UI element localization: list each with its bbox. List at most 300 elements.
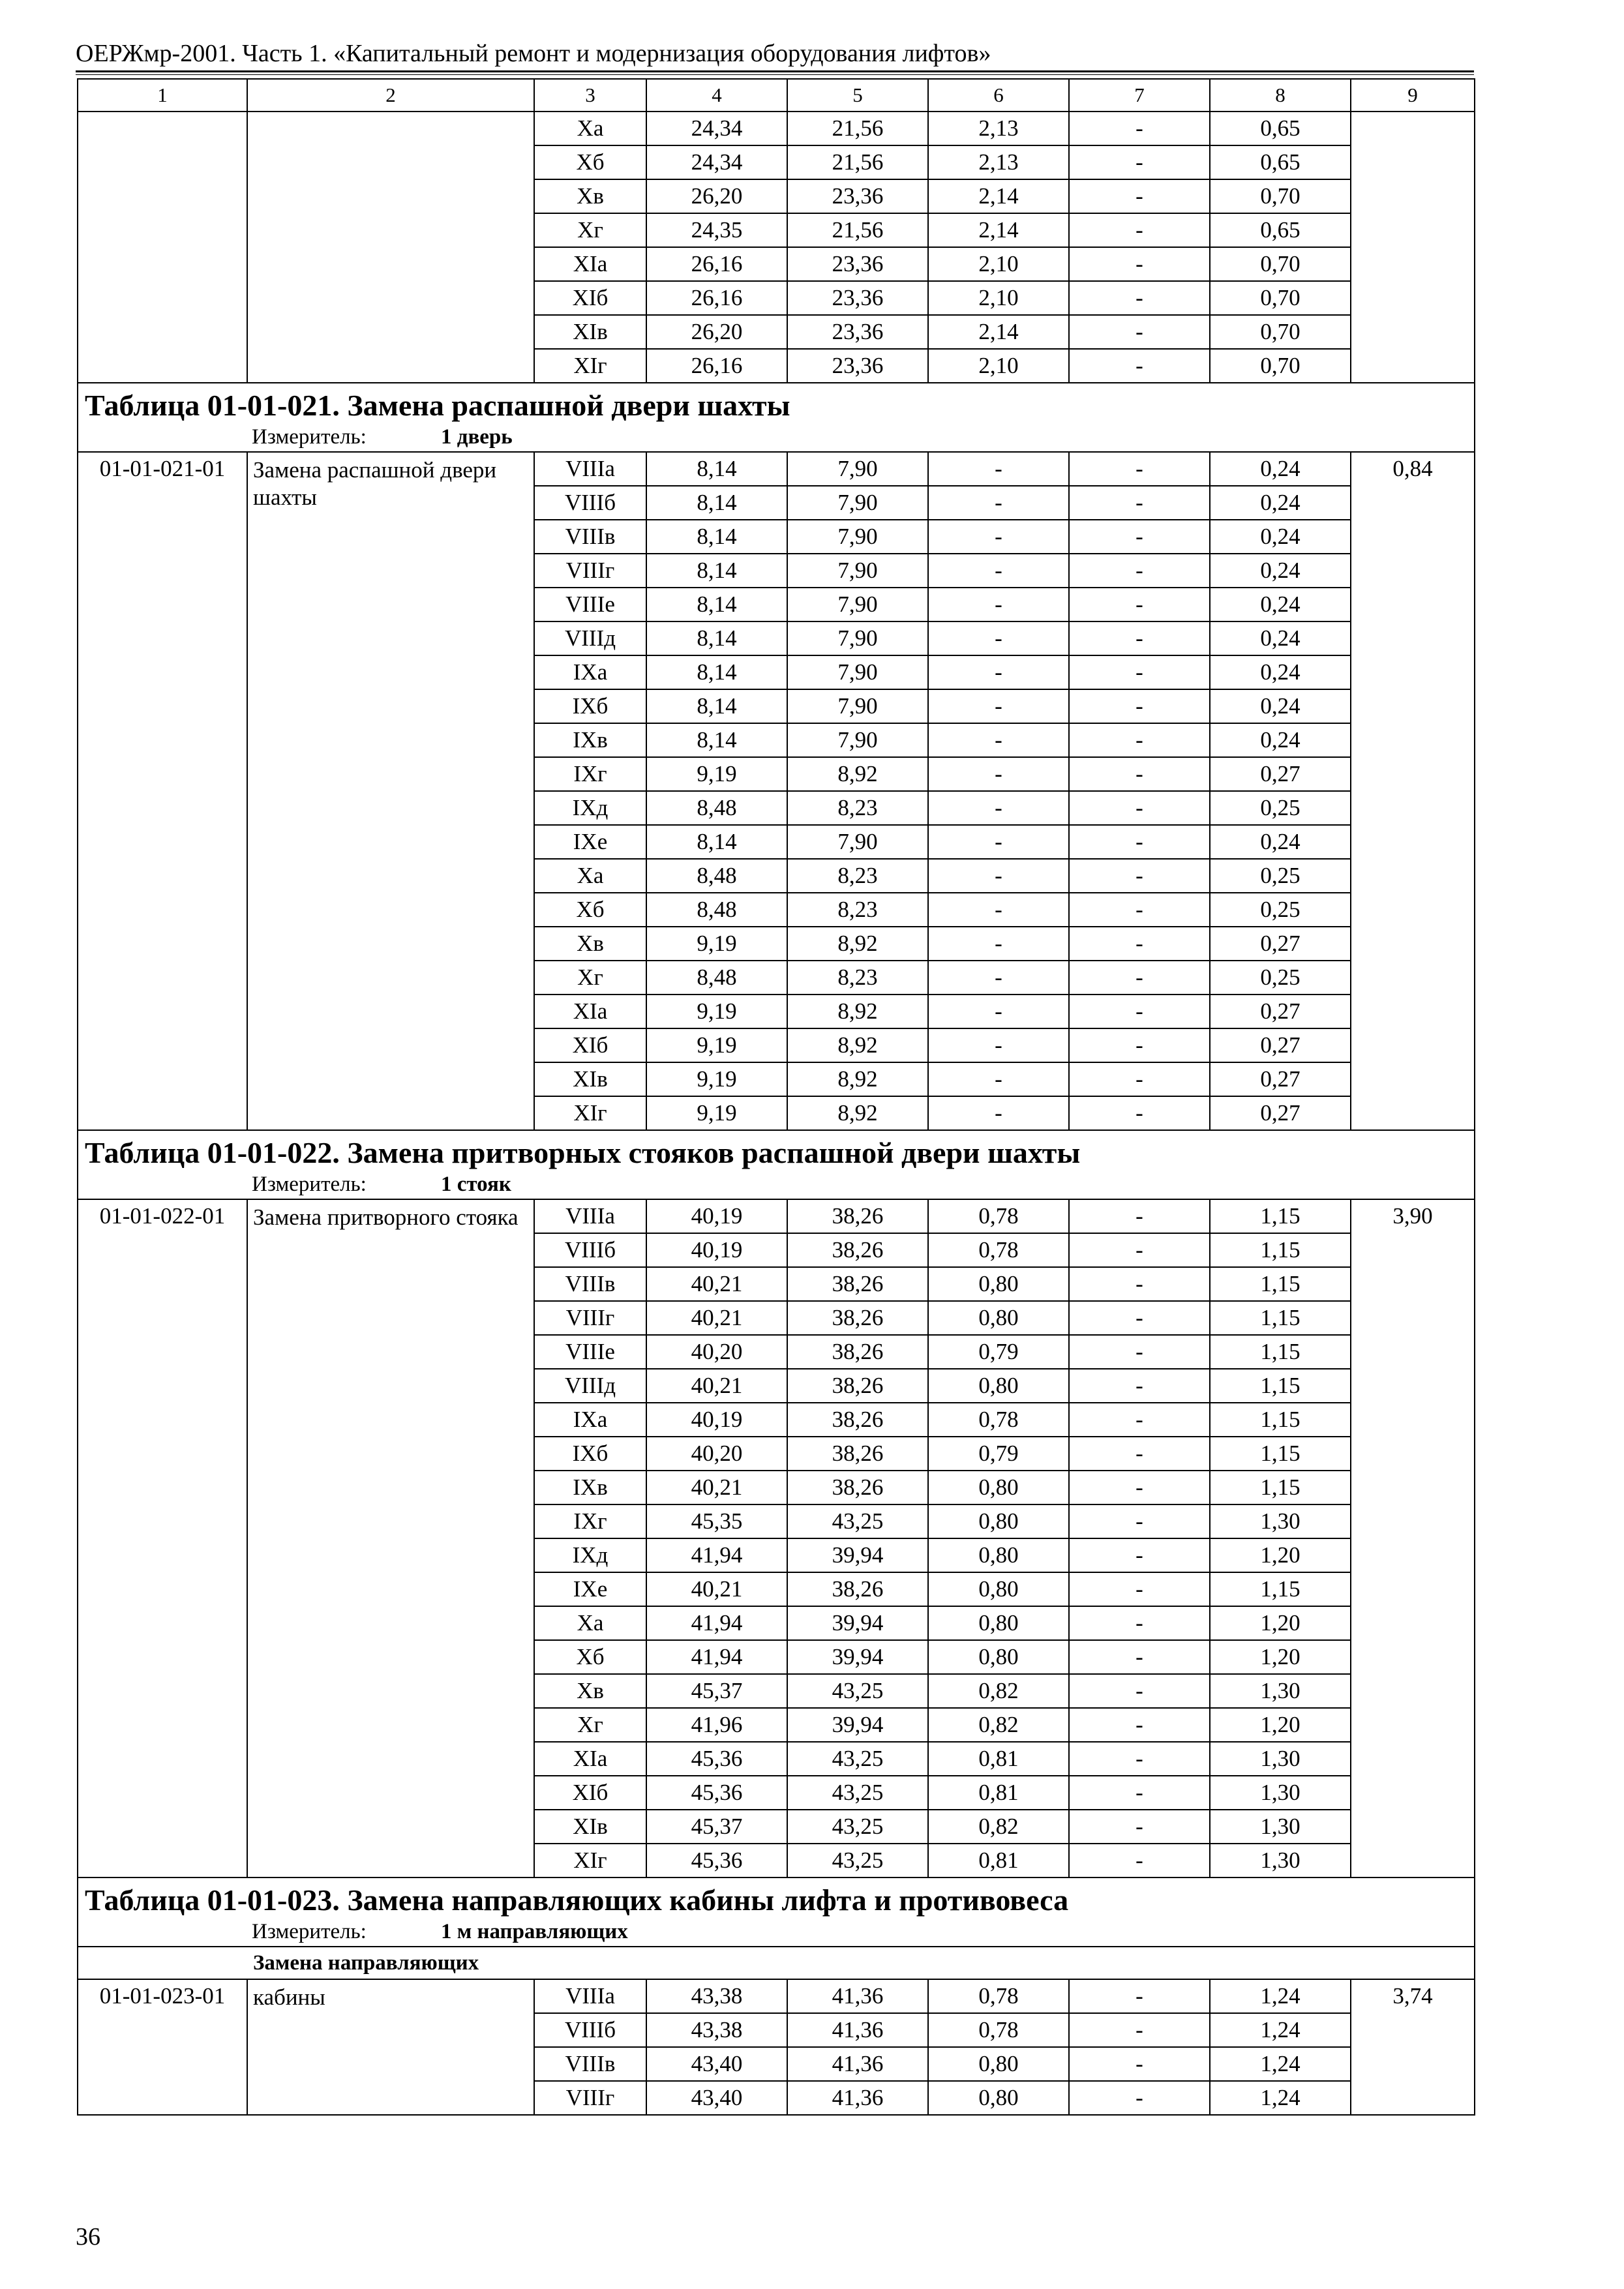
row-class: XIб xyxy=(534,281,646,315)
value-materials: 0,24 xyxy=(1210,452,1351,486)
meter xyxy=(78,424,1475,452)
value-machines: - xyxy=(928,588,1069,621)
value-machinist: - xyxy=(1069,588,1210,621)
row-class: XIa xyxy=(534,1742,646,1776)
row-class: VIIIa xyxy=(534,452,646,486)
value-materials: 1,30 xyxy=(1210,1504,1351,1538)
column-number: 6 xyxy=(928,79,1069,112)
value-materials: 0,27 xyxy=(1210,1028,1351,1062)
value-total: 40,21 xyxy=(646,1267,787,1301)
value-total: 40,21 xyxy=(646,1301,787,1335)
value-materials: 1,20 xyxy=(1210,1640,1351,1674)
subheading-row xyxy=(78,1947,1475,1979)
value-materials: 1,15 xyxy=(1210,1199,1351,1233)
table-title-row xyxy=(78,383,1475,424)
value-wages: 8,23 xyxy=(787,859,928,893)
table-row xyxy=(78,1199,1475,1233)
value-wages: 7,90 xyxy=(787,825,928,859)
row-total-hours: 3,90 xyxy=(1351,1199,1475,1878)
row-class: VIIIг xyxy=(534,2081,646,2115)
value-wages: 43,25 xyxy=(787,1844,928,1878)
value-wages: 39,94 xyxy=(787,1606,928,1640)
value-wages: 41,36 xyxy=(787,2047,928,2081)
value-total: 8,48 xyxy=(646,961,787,995)
value-machines: - xyxy=(928,961,1069,995)
value-wages: 39,94 xyxy=(787,1708,928,1742)
value-machines: 0,79 xyxy=(928,1335,1069,1369)
row-class: XIг xyxy=(534,1844,646,1878)
row-class: Xг xyxy=(534,1708,646,1742)
value-machinist: - xyxy=(1069,1403,1210,1437)
row-class: VIIIa xyxy=(534,1199,646,1233)
row-class: XIв xyxy=(534,1062,646,1096)
value-machines: 2,10 xyxy=(928,247,1069,281)
value-total: 45,37 xyxy=(646,1810,787,1844)
value-materials: 0,70 xyxy=(1210,315,1351,349)
value-machinist: - xyxy=(1069,927,1210,961)
row-class: IXб xyxy=(534,689,646,723)
value-machines: - xyxy=(928,927,1069,961)
value-machinist: - xyxy=(1069,2013,1210,2047)
value-machines: - xyxy=(928,791,1069,825)
value-total: 43,38 xyxy=(646,1979,787,2013)
row-class: IXд xyxy=(534,791,646,825)
value-wages: 38,26 xyxy=(787,1199,928,1233)
value-total: 9,19 xyxy=(646,995,787,1028)
value-machines: 0,82 xyxy=(928,1810,1069,1844)
value-wages: 39,94 xyxy=(787,1640,928,1674)
value-wages: 41,36 xyxy=(787,2081,928,2115)
value-materials: 1,30 xyxy=(1210,1674,1351,1708)
value-materials: 1,24 xyxy=(1210,2047,1351,2081)
value-machines: 0,78 xyxy=(928,1403,1069,1437)
meter-row xyxy=(78,1171,1475,1199)
row-class: IXе xyxy=(534,1572,646,1606)
value-machines: 2,10 xyxy=(928,349,1069,383)
value-machinist: - xyxy=(1069,1504,1210,1538)
value-machinist: - xyxy=(1069,1369,1210,1403)
value-total: 43,40 xyxy=(646,2081,787,2115)
value-materials: 0,24 xyxy=(1210,689,1351,723)
row-class: IXв xyxy=(534,723,646,757)
value-materials: 0,70 xyxy=(1210,349,1351,383)
meter-label: Измеритель: xyxy=(252,1920,367,1943)
value-total: 24,34 xyxy=(646,112,787,145)
row-class: Xг xyxy=(534,961,646,995)
row-description: Замена распашной двери шахты xyxy=(247,452,534,1130)
value-machinist: - xyxy=(1069,2047,1210,2081)
value-machines: 0,79 xyxy=(928,1437,1069,1471)
value-materials: 1,30 xyxy=(1210,1810,1351,1844)
value-wages: 8,23 xyxy=(787,791,928,825)
value-materials: 0,65 xyxy=(1210,145,1351,179)
value-machinist: - xyxy=(1069,1979,1210,2013)
value-total: 9,19 xyxy=(646,1028,787,1062)
value-machinist: - xyxy=(1069,961,1210,995)
value-total: 8,14 xyxy=(646,588,787,621)
row-class: VIIIг xyxy=(534,1301,646,1335)
row-class: VIIIе xyxy=(534,1335,646,1369)
row-class: VIIIг xyxy=(534,554,646,588)
value-wages: 8,92 xyxy=(787,1096,928,1130)
value-total: 40,21 xyxy=(646,1471,787,1504)
value-materials: 0,24 xyxy=(1210,554,1351,588)
value-machinist: - xyxy=(1069,112,1210,145)
value-wages: 8,92 xyxy=(787,757,928,791)
row-class: VIIIе xyxy=(534,588,646,621)
value-total: 8,14 xyxy=(646,621,787,655)
value-machines: - xyxy=(928,893,1069,927)
row-class: VIIIa xyxy=(534,1979,646,2013)
value-machinist: - xyxy=(1069,1471,1210,1504)
value-materials: 1,15 xyxy=(1210,1403,1351,1437)
value-materials: 1,20 xyxy=(1210,1538,1351,1572)
value-materials: 1,15 xyxy=(1210,1572,1351,1606)
value-machinist: - xyxy=(1069,791,1210,825)
value-machines: 0,82 xyxy=(928,1674,1069,1708)
value-machines: 0,78 xyxy=(928,1979,1069,2013)
value-total: 40,19 xyxy=(646,1199,787,1233)
row-class: IXг xyxy=(534,1504,646,1538)
value-machinist: - xyxy=(1069,247,1210,281)
value-machines: 0,80 xyxy=(928,1572,1069,1606)
row-class: IXе xyxy=(534,825,646,859)
row-class: Xa xyxy=(534,1606,646,1640)
value-total: 8,48 xyxy=(646,791,787,825)
row-class: XIб xyxy=(534,1776,646,1810)
value-machinist: - xyxy=(1069,145,1210,179)
column-number: 3 xyxy=(534,79,646,112)
value-materials: 0,24 xyxy=(1210,588,1351,621)
value-wages: 43,25 xyxy=(787,1742,928,1776)
value-machinist: - xyxy=(1069,1096,1210,1130)
value-total: 9,19 xyxy=(646,1096,787,1130)
value-machinist: - xyxy=(1069,1437,1210,1471)
value-total: 8,14 xyxy=(646,723,787,757)
row-class: VIIIб xyxy=(534,486,646,520)
value-materials: 1,15 xyxy=(1210,1335,1351,1369)
value-materials: 1,20 xyxy=(1210,1606,1351,1640)
value-machinist: - xyxy=(1069,723,1210,757)
value-materials: 1,24 xyxy=(1210,2081,1351,2115)
value-materials: 1,24 xyxy=(1210,2013,1351,2047)
value-total: 8,14 xyxy=(646,452,787,486)
value-machines: 0,80 xyxy=(928,1267,1069,1301)
value-machinist: - xyxy=(1069,349,1210,383)
value-wages: 7,90 xyxy=(787,486,928,520)
value-machinist: - xyxy=(1069,1335,1210,1369)
value-machines: - xyxy=(928,995,1069,1028)
value-machines: - xyxy=(928,520,1069,554)
row-class: XIб xyxy=(534,1028,646,1062)
value-machines: 0,78 xyxy=(928,1199,1069,1233)
value-wages: 21,56 xyxy=(787,213,928,247)
value-materials: 0,27 xyxy=(1210,927,1351,961)
value-machines: 2,14 xyxy=(928,179,1069,213)
meter xyxy=(78,1919,1475,1947)
meter-value: 1 дверь xyxy=(441,425,513,449)
value-machinist: - xyxy=(1069,1606,1210,1640)
value-materials: 0,25 xyxy=(1210,893,1351,927)
value-wages: 39,94 xyxy=(787,1538,928,1572)
value-machinist: - xyxy=(1069,1301,1210,1335)
value-total: 45,36 xyxy=(646,1742,787,1776)
value-materials: 1,30 xyxy=(1210,1742,1351,1776)
value-total: 40,21 xyxy=(646,1572,787,1606)
row-description: Замена притворного стояка xyxy=(247,1199,534,1878)
value-machines: 0,80 xyxy=(928,2047,1069,2081)
table-title: Таблица 01-01-022. Замена притворных стояков распашной двери шахты xyxy=(78,1130,1475,1171)
value-total: 9,19 xyxy=(646,1062,787,1096)
value-total: 26,16 xyxy=(646,247,787,281)
value-wages: 8,23 xyxy=(787,893,928,927)
value-machines: - xyxy=(928,825,1069,859)
value-total: 45,36 xyxy=(646,1844,787,1878)
value-machines: 2,14 xyxy=(928,213,1069,247)
value-materials: 1,15 xyxy=(1210,1369,1351,1403)
value-materials: 0,70 xyxy=(1210,281,1351,315)
row-class: Xa xyxy=(534,112,646,145)
table-title-row xyxy=(78,1878,1475,1919)
value-machinist: - xyxy=(1069,281,1210,315)
value-machines: 2,13 xyxy=(928,145,1069,179)
row-class: Xa xyxy=(534,859,646,893)
value-machines: 0,78 xyxy=(928,2013,1069,2047)
value-machines: - xyxy=(928,554,1069,588)
value-machines: 2,14 xyxy=(928,315,1069,349)
value-total: 8,14 xyxy=(646,554,787,588)
header-rule xyxy=(76,70,1474,72)
row-class: Xб xyxy=(534,1640,646,1674)
value-total: 40,20 xyxy=(646,1335,787,1369)
value-wages: 38,26 xyxy=(787,1437,928,1471)
value-wages: 38,26 xyxy=(787,1403,928,1437)
table-title: Таблица 01-01-023. Замена направляющих кабины лифта и противовеса xyxy=(78,1878,1475,1919)
row-total-empty xyxy=(1351,112,1475,383)
value-machines: 0,80 xyxy=(928,1640,1069,1674)
row-class: XIв xyxy=(534,315,646,349)
column-number: 2 xyxy=(247,79,534,112)
column-number: 9 xyxy=(1351,79,1475,112)
value-wages: 43,25 xyxy=(787,1810,928,1844)
row-class: XIг xyxy=(534,349,646,383)
row-code: 01-01-023-01 xyxy=(78,1979,247,2115)
row-code-empty xyxy=(78,112,247,383)
value-machinist: - xyxy=(1069,1810,1210,1844)
row-code: 01-01-022-01 xyxy=(78,1199,247,1878)
meter-value: 1 стояк xyxy=(441,1173,511,1196)
value-wages: 8,23 xyxy=(787,961,928,995)
value-machines: 0,78 xyxy=(928,1233,1069,1267)
value-total: 43,40 xyxy=(646,2047,787,2081)
value-wages: 43,25 xyxy=(787,1674,928,1708)
value-wages: 7,90 xyxy=(787,723,928,757)
row-class: VIIIд xyxy=(534,621,646,655)
value-wages: 21,56 xyxy=(787,112,928,145)
value-materials: 1,24 xyxy=(1210,1979,1351,2013)
value-machines: 0,81 xyxy=(928,1742,1069,1776)
value-wages: 23,36 xyxy=(787,179,928,213)
value-machinist: - xyxy=(1069,1572,1210,1606)
value-machinist: - xyxy=(1069,1538,1210,1572)
subheading: Замена направляющих xyxy=(78,1947,1475,1979)
value-wages: 8,92 xyxy=(787,1062,928,1096)
value-total: 8,14 xyxy=(646,486,787,520)
row-class: XIв xyxy=(534,1810,646,1844)
value-total: 41,94 xyxy=(646,1606,787,1640)
value-materials: 0,24 xyxy=(1210,520,1351,554)
value-machines: 0,80 xyxy=(928,2081,1069,2115)
meter-value: 1 м направляющих xyxy=(441,1920,628,1943)
value-materials: 1,30 xyxy=(1210,1844,1351,1878)
value-wages: 38,26 xyxy=(787,1471,928,1504)
value-total: 40,20 xyxy=(646,1437,787,1471)
value-machinist: - xyxy=(1069,995,1210,1028)
value-total: 26,16 xyxy=(646,349,787,383)
row-class: IXв xyxy=(534,1471,646,1504)
row-class: XIг xyxy=(534,1096,646,1130)
value-wages: 41,36 xyxy=(787,2013,928,2047)
page-number: 36 xyxy=(76,2223,100,2251)
value-materials: 0,27 xyxy=(1210,995,1351,1028)
table-title: Таблица 01-01-021. Замена распашной двери шахты xyxy=(78,383,1475,424)
row-description-empty xyxy=(247,112,534,383)
value-machines: - xyxy=(928,486,1069,520)
value-machines: 0,81 xyxy=(928,1776,1069,1810)
value-wages: 7,90 xyxy=(787,520,928,554)
value-total: 8,14 xyxy=(646,825,787,859)
value-wages: 23,36 xyxy=(787,247,928,281)
value-machines: 0,80 xyxy=(928,1606,1069,1640)
value-wages: 38,26 xyxy=(787,1369,928,1403)
column-number: 4 xyxy=(646,79,787,112)
value-machinist: - xyxy=(1069,554,1210,588)
value-machinist: - xyxy=(1069,655,1210,689)
value-total: 45,35 xyxy=(646,1504,787,1538)
meter-label: Измеритель: xyxy=(252,425,367,449)
value-wages: 7,90 xyxy=(787,655,928,689)
value-wages: 41,36 xyxy=(787,1979,928,2013)
value-materials: 1,15 xyxy=(1210,1233,1351,1267)
value-materials: 0,24 xyxy=(1210,486,1351,520)
value-machinist: - xyxy=(1069,859,1210,893)
value-total: 8,14 xyxy=(646,655,787,689)
value-machinist: - xyxy=(1069,1267,1210,1301)
column-number: 8 xyxy=(1210,79,1351,112)
value-machinist: - xyxy=(1069,1742,1210,1776)
value-machines: - xyxy=(928,859,1069,893)
value-materials: 0,27 xyxy=(1210,1096,1351,1130)
value-materials: 0,24 xyxy=(1210,621,1351,655)
value-materials: 0,65 xyxy=(1210,112,1351,145)
table-title-row xyxy=(78,1130,1475,1171)
value-materials: 0,65 xyxy=(1210,213,1351,247)
row-class: XIa xyxy=(534,995,646,1028)
row-class: VIIIв xyxy=(534,2047,646,2081)
column-number: 5 xyxy=(787,79,928,112)
value-total: 8,14 xyxy=(646,520,787,554)
row-total-hours: 3,74 xyxy=(1351,1979,1475,2115)
header-rule-thin xyxy=(76,74,1474,75)
value-machinist: - xyxy=(1069,1640,1210,1674)
value-materials: 1,15 xyxy=(1210,1437,1351,1471)
row-class: XIa xyxy=(534,247,646,281)
row-class: VIIIб xyxy=(534,1233,646,1267)
row-class: IXг xyxy=(534,757,646,791)
value-machinist: - xyxy=(1069,1199,1210,1233)
row-class: Xг xyxy=(534,213,646,247)
row-class: Xв xyxy=(534,927,646,961)
row-description: кабины xyxy=(247,1979,534,2115)
row-class: Xб xyxy=(534,145,646,179)
value-total: 41,94 xyxy=(646,1640,787,1674)
value-wages: 38,26 xyxy=(787,1233,928,1267)
value-wages: 43,25 xyxy=(787,1504,928,1538)
row-class: VIIIв xyxy=(534,520,646,554)
value-machines: 0,80 xyxy=(928,1504,1069,1538)
value-machinist: - xyxy=(1069,1062,1210,1096)
value-total: 24,34 xyxy=(646,145,787,179)
value-wages: 38,26 xyxy=(787,1572,928,1606)
row-class: VIIIв xyxy=(534,1267,646,1301)
value-machines: - xyxy=(928,689,1069,723)
value-materials: 0,24 xyxy=(1210,723,1351,757)
value-materials: 0,27 xyxy=(1210,757,1351,791)
value-machines: - xyxy=(928,452,1069,486)
value-total: 41,94 xyxy=(646,1538,787,1572)
row-class: IXa xyxy=(534,655,646,689)
value-machines: - xyxy=(928,655,1069,689)
value-materials: 0,25 xyxy=(1210,961,1351,995)
value-machines: 0,81 xyxy=(928,1844,1069,1878)
table-row xyxy=(78,1979,1475,2013)
meter-row xyxy=(78,424,1475,452)
value-materials: 0,24 xyxy=(1210,825,1351,859)
value-machines: - xyxy=(928,1096,1069,1130)
value-machinist: - xyxy=(1069,2081,1210,2115)
value-machinist: - xyxy=(1069,621,1210,655)
value-total: 24,35 xyxy=(646,213,787,247)
value-materials: 0,27 xyxy=(1210,1062,1351,1096)
meter-label: Измеритель: xyxy=(252,1173,367,1196)
value-machinist: - xyxy=(1069,1708,1210,1742)
row-class: Xв xyxy=(534,1674,646,1708)
value-wages: 23,36 xyxy=(787,281,928,315)
value-materials: 0,70 xyxy=(1210,179,1351,213)
value-machinist: - xyxy=(1069,825,1210,859)
value-materials: 0,70 xyxy=(1210,247,1351,281)
value-machinist: - xyxy=(1069,520,1210,554)
value-total: 45,36 xyxy=(646,1776,787,1810)
value-machinist: - xyxy=(1069,757,1210,791)
value-machinist: - xyxy=(1069,1844,1210,1878)
value-machines: 0,80 xyxy=(928,1471,1069,1504)
value-machines: 0,82 xyxy=(928,1708,1069,1742)
value-materials: 0,25 xyxy=(1210,859,1351,893)
value-materials: 0,24 xyxy=(1210,655,1351,689)
table-row xyxy=(78,452,1475,486)
value-wages: 7,90 xyxy=(787,452,928,486)
value-materials: 1,30 xyxy=(1210,1776,1351,1810)
row-class: VIIIд xyxy=(534,1369,646,1403)
row-class: Xв xyxy=(534,179,646,213)
value-machinist: - xyxy=(1069,486,1210,520)
value-wages: 21,56 xyxy=(787,145,928,179)
value-machines: 0,80 xyxy=(928,1538,1069,1572)
row-class: IXб xyxy=(534,1437,646,1471)
value-total: 26,16 xyxy=(646,281,787,315)
value-materials: 0,25 xyxy=(1210,791,1351,825)
